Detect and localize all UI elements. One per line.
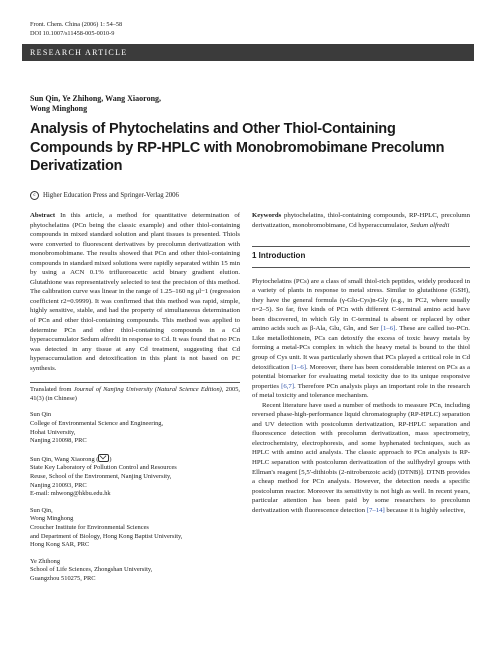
intro-paragraph-1: Phytochelatins (PCs) are a class of small thiol-rich peptides, widely produced in a variety of plants in response to metal stress. Similar to glutathione (GSH), they have the general formula (γ-Glu-Cys)n-Gly (e.g., in PC2, where usually n=2–5). So far, five kinds of PCn with different C-terminal amino acid have been discovered, in which Gly in C-terminal is absent or replaced by other amino acids such as β-Ala, Glu, Gln, and Ser [1–6]. These are called iso-PCn. Like metallothionein, PCs can detoxify the excess of toxic heavy metals by forming a metal-PCs complex in which the heavy metal is bound to the thiol group of Cys unit. It was particularly shown that PCs played a critical role in Cd detoxification [1–6]. Moreover, there has been considerable interest on PCs as a potential biomarker for evaluating metal toxicity due to its unique responsive properties [6,7]. Therefore PCn analysis plays an important role in the research of metal toxicity and tolerance mechanism.: [252, 277, 471, 400]
footnote-divider: [30, 382, 240, 383]
copyright-line: [30, 191, 179, 200]
keywords: [252, 211, 470, 230]
authors-line-2: Wong Minghong: [30, 104, 88, 113]
keywords-label: Keywords: [252, 212, 282, 219]
journal-citation: Front. Chem. China (2006) 1: 54–58: [30, 21, 123, 28]
section-divider-top: [252, 246, 470, 247]
left-column: [30, 211, 240, 584]
doi: DOI 10.1007/s11458-005-0010-9: [30, 30, 115, 37]
abstract: [30, 211, 240, 373]
title-line-2: Compounds by RP-HPLC with Monobromobimane Precolumn: [30, 139, 445, 156]
keywords-text: phytochelatins, thiol-containing compounds, RP-HPLC, precolumn derivatization, monobromobimane, Cd hyperaccumulator,: [252, 212, 471, 229]
copyright-text: Higher Education Press and Springer-Verlag 2006: [43, 192, 179, 199]
author-list: [30, 94, 330, 114]
copyright-icon: c: [30, 191, 39, 200]
citation-link[interactable]: [1–6]: [380, 325, 396, 333]
affiliation-1: Sun Qin College of Environmental Science and Engineering, Hohai University, Nanjing 210098, PRC: [30, 411, 164, 445]
affiliation-3: Sun Qin, Wong Minghong Croucher Institute for Environmental Sciences and Department of Biology, Hong Kong Baptist University, Hong Kong SAR, PRC: [30, 506, 183, 549]
citation-link[interactable]: [6,7]: [281, 382, 295, 390]
article-type-label: RESEARCH ARTICLE: [30, 48, 128, 57]
section-heading-introduction: 1 Introduction: [252, 251, 306, 261]
journal-info: [30, 20, 122, 38]
source-journal: Journal of Nanjing University (Natural Science Edition): [73, 386, 222, 394]
abstract-text: In this article, a method for quantitative determination of phytochelatins (PCn being the classic example) and other thiol-containing compounds in mixed standard solution and plant tissues is presented. Thiols were converted to fluorescent derivatives by precolumn derivatization with monobromobimane. The results showed that PCn and other thiol-containing compounds in standard mixed solutions were rapidly separated within 15 min by using a ACN 0.1% trifluoroacetic acid binary gradient elution. Glutathione was representatively selected to test the precision of this method. The calibration curve was linear in the range of 1.25–160 ng μl−1 (regression coefficient r2=0.9999). It was confirmed that this method was rapid, simple, highly sensitive, stable, and had the property of simultaneous determination of PCn and other thiol-containing compounds. This method was applied to determine PCn and other thiol-containing compounds in a Cd hyperaccumulator Sedum alfredii in response to Cd. It was found that no PCn was detected in any tissue at any Cd treatment, suggesting that Cd hyperaccumulation and detoxification in this plant is not based on PC synthesis.: [30, 212, 240, 372]
envelope-icon: [98, 454, 109, 462]
abstract-label: Abstract: [30, 212, 56, 219]
article-title: [30, 120, 450, 176]
keywords-species: Sedum alfredii: [410, 221, 450, 229]
corresponding-email[interactable]: E-mail: mhwong@hkbu.edu.hk: [30, 490, 111, 498]
affiliation-4: Ye Zhihong School of Life Sciences, Zhongshan University, Guangzhou 510275, PRC: [30, 557, 153, 582]
affiliation-2: Sun Qin, Wang Xiaorong ( ) State Key Laboratory of Pollution Control and Resources Reuse, School of the Environment, Nanjing University, Nanjing 210093, PRC E-mail: mhwong@hkbu.edu.hk: [30, 454, 240, 499]
title-line-3: Derivatization: [30, 158, 123, 174]
article-type-banner: [22, 44, 474, 61]
section-divider-bottom: [252, 267, 470, 268]
right-column: [252, 211, 470, 515]
citation-link[interactable]: [7–14]: [366, 506, 385, 514]
title-line-1: Analysis of Phytochelatins and Other Thiol-Containing: [30, 121, 396, 137]
citation-link[interactable]: [1–6]: [291, 363, 307, 371]
intro-paragraph-2: Recent literature have used a number of methods to measure PCn, including reversed phase-high-performance liquid chromatography (RP-HPLC) separation and UV detection with postcolumn derivatization, RP-HPLC separation and fluorescence detection with precolumn derivatization, mass spectrometry, electrochemistry, electrophoresis, and some hyphenated techniques, such as HPLC with amino acid analysis. The classic approach to PCn analysis is RP-HPLC separation with postcolumn derivatization of the sulfhydryl groups with Ellman's reagent [5,5'-dithiobis (2-nitrobenzoic acid) (DTNB)]. DTNB provides a cheap method for PCn analysis. However, the detection needs a specific postcolumn reactor. Moreover its sensitivity is not high as well. In recent years, particular attention has been paid by some researchers to precolumn derivatization with fluorescence detection [7–14] because it is highly selective,: [252, 401, 470, 514]
translation-note: Translated from Journal of Nanjing University (Natural Science Edition), 2005, 41(3) (in Chinese): [30, 386, 241, 402]
authors-line-1: Sun Qin, Ye Zhihong, Wang Xiaorong,: [30, 94, 162, 103]
